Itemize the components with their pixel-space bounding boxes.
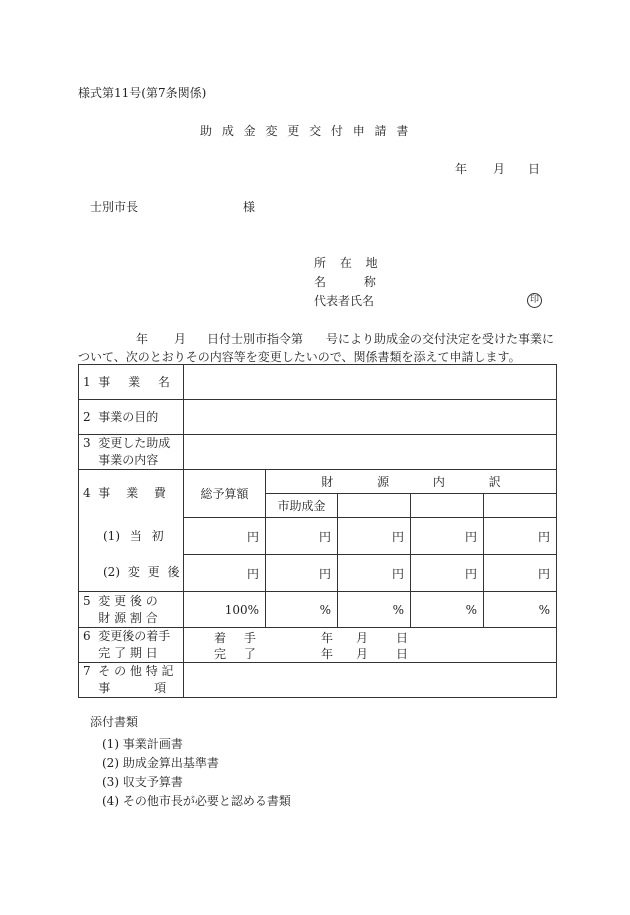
changed-label: (2) 変 更 後 [79,555,184,592]
date-year: 年 [455,162,468,176]
initial-subsidy[interactable]: 円 [266,518,338,555]
name-label: 名 称 [314,275,376,289]
ratio-label: 5 変 更 後 の 財 源 割 合 [79,592,184,628]
cost-label: 4 事 業 費 [79,470,184,518]
breakdown-col-3[interactable] [411,494,484,518]
form-number: 様式第11号(第7条関係) [78,86,207,100]
ratio-subsidy[interactable]: % [266,592,338,628]
initial-col-2[interactable]: 円 [338,518,411,555]
row-content [79,435,557,470]
content-field[interactable] [184,435,557,470]
row-changed [79,555,557,592]
document-title: 助 成 金 変 更 交 付 申 請 書 [200,124,409,138]
date-day: 日 [528,162,541,176]
purpose-field[interactable] [184,400,557,435]
remarks-field[interactable] [184,663,557,698]
start-month: 月 [356,631,369,645]
initial-col-4[interactable]: 円 [484,518,557,555]
changed-subsidy[interactable]: 円 [266,555,338,592]
intro-directive: 日付士別市指令第 [207,332,304,346]
row-project-name [79,365,557,400]
representative-label: 代表者氏名 [314,294,375,308]
intro-line1-rest: 号により助成金の交付決定を受けた事業に [326,332,555,346]
total-budget-header: 総予算額 [184,470,266,518]
addressee-honorific: 様 [243,200,256,214]
intro-month: 月 [174,332,187,346]
project-name-field[interactable] [184,365,557,400]
attachment-item-1: (1) 事業計画書 [102,737,183,751]
start-day: 日 [396,631,409,645]
start-label: 着 手 [214,631,256,645]
initial-col-3[interactable]: 円 [411,518,484,555]
row-remarks [79,663,557,698]
city-subsidy-header: 市助成金 [266,494,338,518]
changed-col-2[interactable]: 円 [338,555,411,592]
ratio-col-2[interactable]: % [338,592,411,628]
remarks-label: 7 そ の 他 特 記 事 項 [79,663,184,698]
end-month: 月 [356,647,369,661]
intro-year: 年 [136,332,149,346]
attachment-item-3: (3) 収支予算書 [102,775,183,789]
addressee-name: 士別市長 [90,200,139,214]
changed-col-3[interactable]: 円 [411,555,484,592]
breakdown-col-4[interactable] [484,494,557,518]
attachment-item-4: (4) その他市長が必要と認める書類 [102,794,291,808]
row-ratio [79,592,557,628]
intro-line2: ついて、次のとおりその内容等を変更したいので、関係書類を添えて申請します。 [78,350,521,364]
application-table [78,364,557,698]
initial-total[interactable]: 円 [184,518,266,555]
breakdown-col-2[interactable] [338,494,411,518]
content-label: 3 変更した助成 事業の内容 [79,435,184,470]
end-day: 日 [396,647,409,661]
changed-col-4[interactable]: 円 [484,555,557,592]
row-cost-header [79,470,557,494]
end-year: 年 [321,647,334,661]
ratio-col-4[interactable]: % [484,592,557,628]
row-initial [79,518,557,555]
address-label: 所 在 地 [314,256,378,270]
initial-label: (1) 当 初 [79,518,184,555]
attachment-item-2: (2) 助成金算出基準書 [102,756,219,770]
dates-label: 6 変更後の着手 完 了 期 日 [79,628,184,663]
dates-field[interactable] [184,628,557,663]
date-month: 月 [493,162,506,176]
row-dates [79,628,557,663]
funding-breakdown-header: 財 源 内 訳 [266,470,557,494]
changed-total[interactable]: 円 [184,555,266,592]
ratio-col-3[interactable]: % [411,592,484,628]
ratio-total: 100% [184,592,266,628]
purpose-label: 2 事業の目的 [79,400,184,435]
seal-icon: 印 [527,293,542,308]
attachments-title: 添付書類 [90,715,139,729]
project-name-label: 1 事 業 名 [79,365,184,400]
end-label: 完 了 [214,647,256,661]
row-purpose [79,400,557,435]
start-year: 年 [321,631,334,645]
